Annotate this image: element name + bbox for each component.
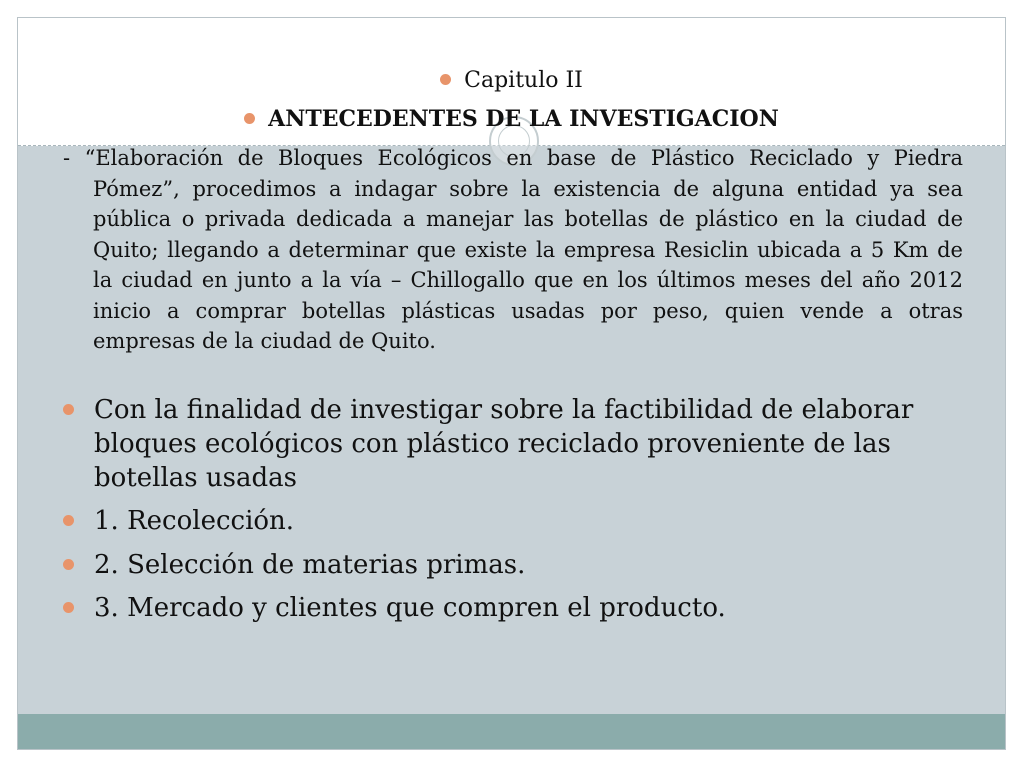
bullet-icon: [440, 74, 451, 85]
bullet-icon: [63, 559, 74, 570]
list-item: [63, 591, 983, 625]
list-item-text: 2. Selección de materias primas.: [94, 550, 526, 580]
bullet-icon: [63, 515, 74, 526]
bullet-icon: [244, 113, 255, 124]
title-text: ANTECEDENTES DE LA INVESTIGACION: [268, 106, 779, 132]
bottom-bar: [18, 714, 1005, 749]
list-item-text: 3. Mercado y clientes que compren el producto.: [94, 593, 726, 623]
list-item: [63, 393, 983, 495]
slide-subtitle: [18, 68, 1005, 93]
bullet-icon: [63, 404, 74, 415]
list-item-text: Con la finalidad de investigar sobre la factibilidad de elaborar bloques ecológicos con plástico reciclado proveniente de las botellas usadas: [94, 395, 914, 493]
subtitle-text: Capitulo II: [464, 68, 583, 93]
slide-title: [18, 106, 1005, 132]
list-item: [63, 548, 983, 582]
bullet-icon: [63, 602, 74, 613]
slide: [17, 17, 1006, 750]
list-item-text: 1. Recolección.: [94, 506, 295, 536]
intro-paragraph: - “Elaboración de Bloques Ecológicos en base de Plástico Reciclado y Piedra Pómez”, procedimos a indagar sobre la existencia de alguna entidad ya sea pública o privada dedicada a manejar las botellas de plástico en la ciudad de Quito; llegando a determinar que existe la empresa Resiclin ubicada a 5 Km de la ciudad en junto a la vía – Chillogallo que en los últimos meses del año 2012 inicio a comprar botellas plásticas usadas por peso, quien vende a otras empresas de la ciudad de Quito.: [63, 146, 963, 353]
list-item: [63, 504, 983, 538]
